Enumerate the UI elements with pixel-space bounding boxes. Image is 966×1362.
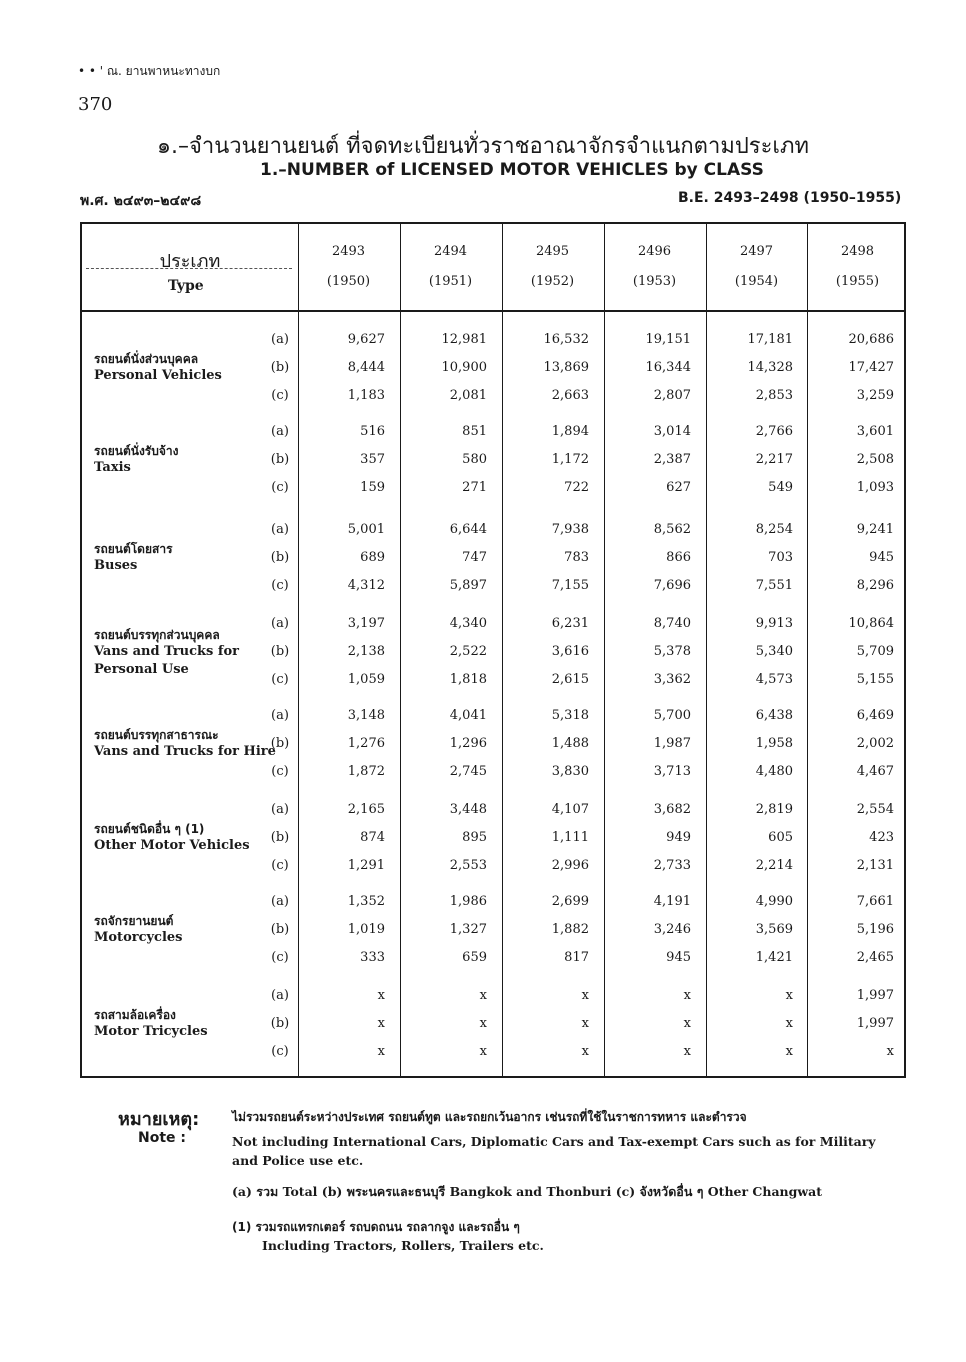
table-cell: 6,231 [551, 616, 589, 631]
table-cell: x [479, 1016, 487, 1031]
table-cell: x [581, 1016, 589, 1031]
table-cell: 1,059 [347, 672, 385, 687]
table-cell: 3,448 [449, 802, 487, 817]
footnote-english: Including Tractors, Rollers, Trailers etc. [262, 1238, 544, 1253]
table-cell: 3,616 [551, 644, 589, 659]
table-cell: 747 [462, 550, 487, 565]
table-cell: 2,615 [551, 672, 589, 687]
table-cell: 1,019 [347, 922, 385, 937]
table-cell: 949 [666, 830, 691, 845]
row-subcode: (b) [270, 922, 290, 937]
table-cell: 2,554 [856, 802, 894, 817]
group-label-english: Motor Tricycles [94, 1024, 208, 1039]
row-subcode: (c) [271, 388, 289, 403]
row-subcode: (b) [270, 1016, 290, 1031]
table-cell: 2,131 [856, 858, 894, 873]
table-cell: 1,327 [449, 922, 487, 937]
table-cell: x [785, 1016, 793, 1031]
table-cell: 2,165 [347, 802, 385, 817]
table-cell: 5,897 [449, 578, 487, 593]
row-subcode: (c) [271, 480, 289, 495]
year-be-4: 2497 [739, 244, 774, 259]
row-subcode: (a) [271, 988, 289, 1003]
table-cell: 2,663 [551, 388, 589, 403]
note-label-english: Note : [138, 1130, 186, 1146]
table-cell: x [377, 988, 385, 1003]
table-cell: 1,997 [856, 1016, 894, 1031]
year-be-1: 2494 [433, 244, 468, 259]
table-cell: 5,318 [551, 708, 589, 723]
table-cell: 2,745 [449, 764, 487, 779]
table-cell: 2,553 [449, 858, 487, 873]
note-label-thai: หมายเหตุ: [118, 1109, 200, 1130]
table-cell: 722 [564, 480, 589, 495]
table-cell: 333 [360, 950, 385, 965]
table-cell: 851 [462, 424, 487, 439]
table-cell: 8,562 [653, 522, 691, 537]
table-cell: 1,172 [551, 452, 589, 467]
table-cell: 17,427 [848, 360, 894, 375]
table-cell: 5,709 [856, 644, 894, 659]
table-cell: 1,986 [449, 894, 487, 909]
legend-line: (a) รวม Total (b) พระนครและธนบุรี Bangkok and Thonburi (c) จังหวัดอื่น ๆ Other Changwat [232, 1184, 823, 1199]
table-cell: 2,766 [755, 424, 793, 439]
table-cell: x [683, 1044, 691, 1059]
row-subcode: (c) [271, 950, 289, 965]
table-cell: x [785, 988, 793, 1003]
table-cell: 2,214 [755, 858, 793, 873]
table-cell: 19,151 [645, 332, 691, 347]
table-cell: 4,573 [755, 672, 793, 687]
table-cell: 605 [768, 830, 793, 845]
group-label-thai: รถยนต์นั่งรับจ้าง [94, 444, 179, 458]
table-cell: 580 [462, 452, 487, 467]
table-cell: 3,259 [856, 388, 894, 403]
table-cell: 357 [360, 452, 385, 467]
table-cell: 3,713 [653, 764, 691, 779]
row-subcode: (b) [270, 360, 290, 375]
table-cell: 5,700 [653, 708, 691, 723]
table-cell: 2,138 [347, 644, 385, 659]
table-cell: 7,155 [551, 578, 589, 593]
table-cell: 703 [768, 550, 793, 565]
table-cell: 9,241 [856, 522, 894, 537]
table-cell: 159 [360, 480, 385, 495]
table-cell: 3,830 [551, 764, 589, 779]
table-cell: 1,276 [347, 736, 385, 751]
row-subcode: (b) [270, 452, 290, 467]
row-subcode: (a) [271, 424, 289, 439]
row-subcode: (c) [271, 1044, 289, 1059]
table-cell: 17,181 [747, 332, 793, 347]
table-cell: 866 [666, 550, 691, 565]
year-ad-1: (1951) [428, 274, 473, 289]
group-label-thai: รถยนต์บรรทุกส่วนบุคคล [94, 628, 220, 642]
table-cell: x [479, 1044, 487, 1059]
table-cell: x [581, 988, 589, 1003]
table-cell: 1,894 [551, 424, 589, 439]
year-ad-5: (1955) [835, 274, 880, 289]
table-cell: 549 [768, 480, 793, 495]
table-cell: x [479, 988, 487, 1003]
table-cell: 1,296 [449, 736, 487, 751]
table-cell: 1,987 [653, 736, 691, 751]
table-cell: x [785, 1044, 793, 1059]
table-cell: 6,438 [755, 708, 793, 723]
row-subcode: (c) [271, 764, 289, 779]
table-cell: 1,111 [551, 830, 589, 845]
table-cell: 2,508 [856, 452, 894, 467]
type-header-rule [86, 268, 292, 269]
header-note: • • ' ณ. ยานพาหนะทางบก [78, 64, 221, 78]
table-cell: 659 [462, 950, 487, 965]
year-be-5: 2498 [840, 244, 875, 259]
table-cell: 8,444 [347, 360, 385, 375]
table-cell: x [683, 988, 691, 1003]
table-cell: 6,469 [856, 708, 894, 723]
group-label-thai: รถยนต์บรรทุกสาธารณะ [94, 728, 219, 742]
table-cell: 1,291 [347, 858, 385, 873]
table-cell: 9,913 [755, 616, 793, 631]
row-subcode: (a) [271, 616, 289, 631]
year-be-3: 2496 [637, 244, 672, 259]
table-cell: 8,740 [653, 616, 691, 631]
table-cell: 7,938 [551, 522, 589, 537]
group-label-english: Buses [94, 558, 138, 573]
period-english: B.E. 2493–2498 (1950–1955) [678, 190, 902, 206]
table-cell: 271 [462, 480, 487, 495]
table-cell: 6,644 [449, 522, 487, 537]
table-cell: 5,196 [856, 922, 894, 937]
title-thai: ๑.–จำนวนยานยนต์ ที่จดทะเบียนทั่วราชอาณาจักรจำแนกตามประเภท [157, 134, 809, 159]
table-cell: 1,882 [551, 922, 589, 937]
table-cell: 2,387 [653, 452, 691, 467]
table-cell: 10,900 [441, 360, 487, 375]
page-number: 370 [78, 94, 113, 115]
vehicle-table [80, 222, 906, 1078]
type-header-english: Type [168, 278, 204, 294]
table-cell: 5,340 [755, 644, 793, 659]
table-cell: 874 [360, 830, 385, 845]
table-cell: 5,378 [653, 644, 691, 659]
table-cell: 1,488 [551, 736, 589, 751]
year-ad-2: (1952) [530, 274, 575, 289]
table-cell: 1,352 [347, 894, 385, 909]
table-cell: 4,480 [755, 764, 793, 779]
table-cell: 895 [462, 830, 487, 845]
note-text-english: Not including International Cars, Diplomatic Cars and Tax-exempt Cars such as for Military and Police use etc. [232, 1134, 876, 1168]
table-cell: 7,696 [653, 578, 691, 593]
table-cell: 3,197 [347, 616, 385, 631]
table-cell: 13,869 [543, 360, 589, 375]
group-label-english: Vans and Trucks for Hire [94, 744, 276, 759]
table-cell: 1,958 [755, 736, 793, 751]
group-label-english: Motorcycles [94, 930, 183, 945]
row-subcode: (a) [271, 708, 289, 723]
row-subcode: (b) [270, 736, 290, 751]
year-be-0: 2493 [331, 244, 366, 259]
table-cell: 5,001 [347, 522, 385, 537]
table-cell: 2,002 [856, 736, 894, 751]
row-subcode: (a) [271, 332, 289, 347]
table-cell: 3,569 [755, 922, 793, 937]
year-ad-0: (1950) [326, 274, 371, 289]
footnote-thai: (1) รวมรถแทรกเตอร์ รถบดถนน รถลากจูง และรถอื่น ๆ [232, 1220, 520, 1234]
table-cell: 1,183 [347, 388, 385, 403]
row-subcode: (c) [271, 672, 289, 687]
table-cell: 4,107 [551, 802, 589, 817]
row-subcode: (a) [271, 802, 289, 817]
table-cell: 3,148 [347, 708, 385, 723]
table-cell: 7,661 [856, 894, 894, 909]
table-cell: 2,465 [856, 950, 894, 965]
table-cell: 516 [360, 424, 385, 439]
table-cell: 4,041 [449, 708, 487, 723]
row-subcode: (a) [271, 894, 289, 909]
table-cell: 945 [666, 950, 691, 965]
group-label-thai: รถยนต์โดยสาร [94, 542, 173, 556]
table-cell: 8,296 [856, 578, 894, 593]
table-cell: 689 [360, 550, 385, 565]
group-label-english: Vans and Trucks for [94, 644, 240, 659]
table-cell: x [581, 1044, 589, 1059]
table-cell: 2,081 [449, 388, 487, 403]
table-cell: 945 [869, 550, 894, 565]
table-cell: 1,421 [755, 950, 793, 965]
table-cell: 3,362 [653, 672, 691, 687]
table-cell: 4,990 [755, 894, 793, 909]
table-cell: 3,246 [653, 922, 691, 937]
table-cell: 14,328 [747, 360, 793, 375]
note-text-thai: ไม่รวมรถยนต์ระหว่างประเทศ รถยนต์ทูต และรถยกเว้นอากร เช่นรถที่ใช้ในราชการทหาร และตำรวจ [232, 1110, 747, 1124]
table-cell: 16,344 [645, 360, 691, 375]
year-ad-4: (1954) [734, 274, 779, 289]
title-english: 1.–NUMBER of LICENSED MOTOR VEHICLES by CLASS [260, 160, 764, 180]
type-header-thai: ประเภท [159, 251, 221, 272]
table-cell: 2,853 [755, 388, 793, 403]
table-cell: x [886, 1044, 894, 1059]
table-cell: 9,627 [347, 332, 385, 347]
table-cell: 16,532 [543, 332, 589, 347]
table-cell: 1,997 [856, 988, 894, 1003]
group-label-english: Personal Vehicles [94, 368, 222, 383]
table-cell: 2,807 [653, 388, 691, 403]
table-cell: 2,819 [755, 802, 793, 817]
table-cell: 1,093 [856, 480, 894, 495]
table-cell: 4,467 [856, 764, 894, 779]
group-label-thai: รถสามล้อเครื่อง [94, 1008, 176, 1022]
row-subcode: (c) [271, 578, 289, 593]
group-label-thai: รถยนต์นั่งส่วนบุคคล [94, 352, 199, 366]
year-be-2: 2495 [535, 244, 570, 259]
table-cell: 2,996 [551, 858, 589, 873]
table-cell: 4,340 [449, 616, 487, 631]
table-cell: 423 [869, 830, 894, 845]
header-divider [82, 310, 904, 312]
table-cell: 4,191 [653, 894, 691, 909]
row-subcode: (b) [270, 830, 290, 845]
group-label-english: Other Motor Vehicles [94, 838, 250, 853]
table-cell: 12,981 [441, 332, 487, 347]
table-cell: 2,699 [551, 894, 589, 909]
table-cell: 8,254 [755, 522, 793, 537]
table-cell: 627 [666, 480, 691, 495]
table-cell: 1,872 [347, 764, 385, 779]
table-cell: 4,312 [347, 578, 385, 593]
table-cell: 1,818 [449, 672, 487, 687]
group-label-thai: รถจักรยานยนต์ [94, 914, 174, 928]
period-thai: พ.ศ. ๒๔๙๓–๒๔๙๘ [80, 193, 202, 209]
table-cell: x [377, 1016, 385, 1031]
row-subcode: (b) [270, 550, 290, 565]
group-label-english: Taxis [94, 460, 131, 475]
row-subcode: (a) [271, 522, 289, 537]
table-cell: 5,155 [856, 672, 894, 687]
table-cell: 20,686 [848, 332, 894, 347]
table-cell: 2,733 [653, 858, 691, 873]
table-cell: 2,522 [449, 644, 487, 659]
table-cell: x [683, 1016, 691, 1031]
row-subcode: (b) [270, 644, 290, 659]
table-cell: 3,014 [653, 424, 691, 439]
group-label-thai: รถยนต์ชนิดอื่น ๆ (1) [94, 822, 205, 836]
table-cell: 2,217 [755, 452, 793, 467]
table-cell: 7,551 [755, 578, 793, 593]
table-cell: x [377, 1044, 385, 1059]
table-cell: 3,682 [653, 802, 691, 817]
table-cell: 783 [564, 550, 589, 565]
row-subcode: (c) [271, 858, 289, 873]
table-cell: 817 [564, 950, 589, 965]
table-cell: 3,601 [856, 424, 894, 439]
table-cell: 10,864 [848, 616, 894, 631]
year-ad-3: (1953) [632, 274, 677, 289]
group-label-english: Personal Use [94, 662, 189, 677]
